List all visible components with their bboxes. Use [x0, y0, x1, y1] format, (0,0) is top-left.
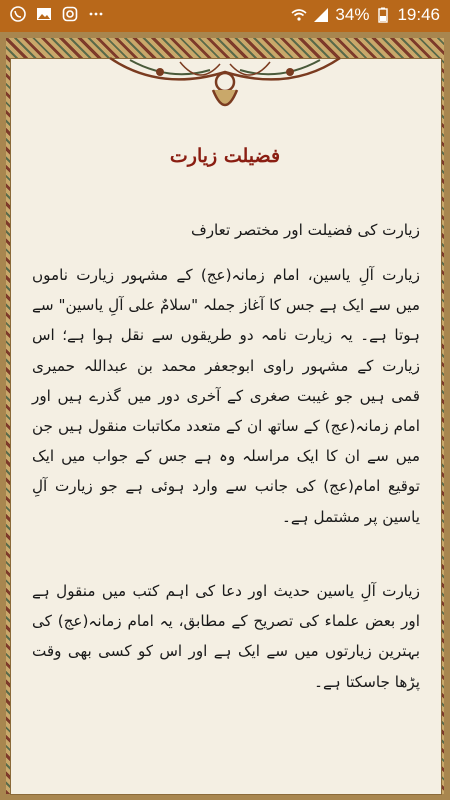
battery-icon	[375, 7, 391, 23]
signal-icon	[313, 7, 329, 23]
paragraph-2: زیارت آلِ یاسین حدیث اور دعا کی اہم کتب میں منقول ہے اور بعض علماء کی تصریح کے مطابق، یہ امام زمانہ(عج) کی بہترین زیارتوں میں سے ایک ہے اور اس کو کسی بھی وقت پڑھا جاسکتا ہے۔	[32, 582, 420, 691]
status-bar	[0, 0, 450, 32]
image-icon	[36, 6, 52, 22]
page-title: فضیلت زیارت	[169, 145, 281, 167]
wifi-icon	[291, 7, 307, 23]
whatsapp-icon	[10, 6, 26, 22]
clock: 19:46	[397, 5, 440, 24]
ornament-icon	[100, 52, 350, 122]
notification-icons	[10, 6, 104, 22]
battery-percent: 34%	[335, 5, 370, 24]
more-icon	[88, 6, 104, 22]
system-icons	[291, 5, 440, 25]
section-subtitle: زیارت کی فضیلت اور مختصر تعارف	[190, 221, 420, 239]
paragraph-1: زیارت آلِ یاسین، امام زمانہ(عج) کے مشہور زیارت ناموں میں سے ایک ہے جس کا آغاز جملہ "سلامٌ علی آلِ یاسین" سے ہوتا ہے۔ یہ زیارت نامہ دو طریقوں سے نقل ہوا ہے؛ اس زیارت کے مشہور راوی ابوجعفر محمد بن عبداللہ حمیری قمی ہیں جو غیبت صغری کے آخری دور میں گذرے ہیں اور امام زمانہ(عج) کے ساتھ ان کے متعدد مکاتبات منقول ہیں جن میں سے ان کا ایک مراسلہ وہ ہے جس کے جواب میں ایک توقیع امام(عج) کی جانب سے وارد ہوئی ہے جو زیارت آلِ یاسین پر مشتمل ہے۔	[32, 266, 420, 526]
instagram-icon	[62, 6, 78, 22]
